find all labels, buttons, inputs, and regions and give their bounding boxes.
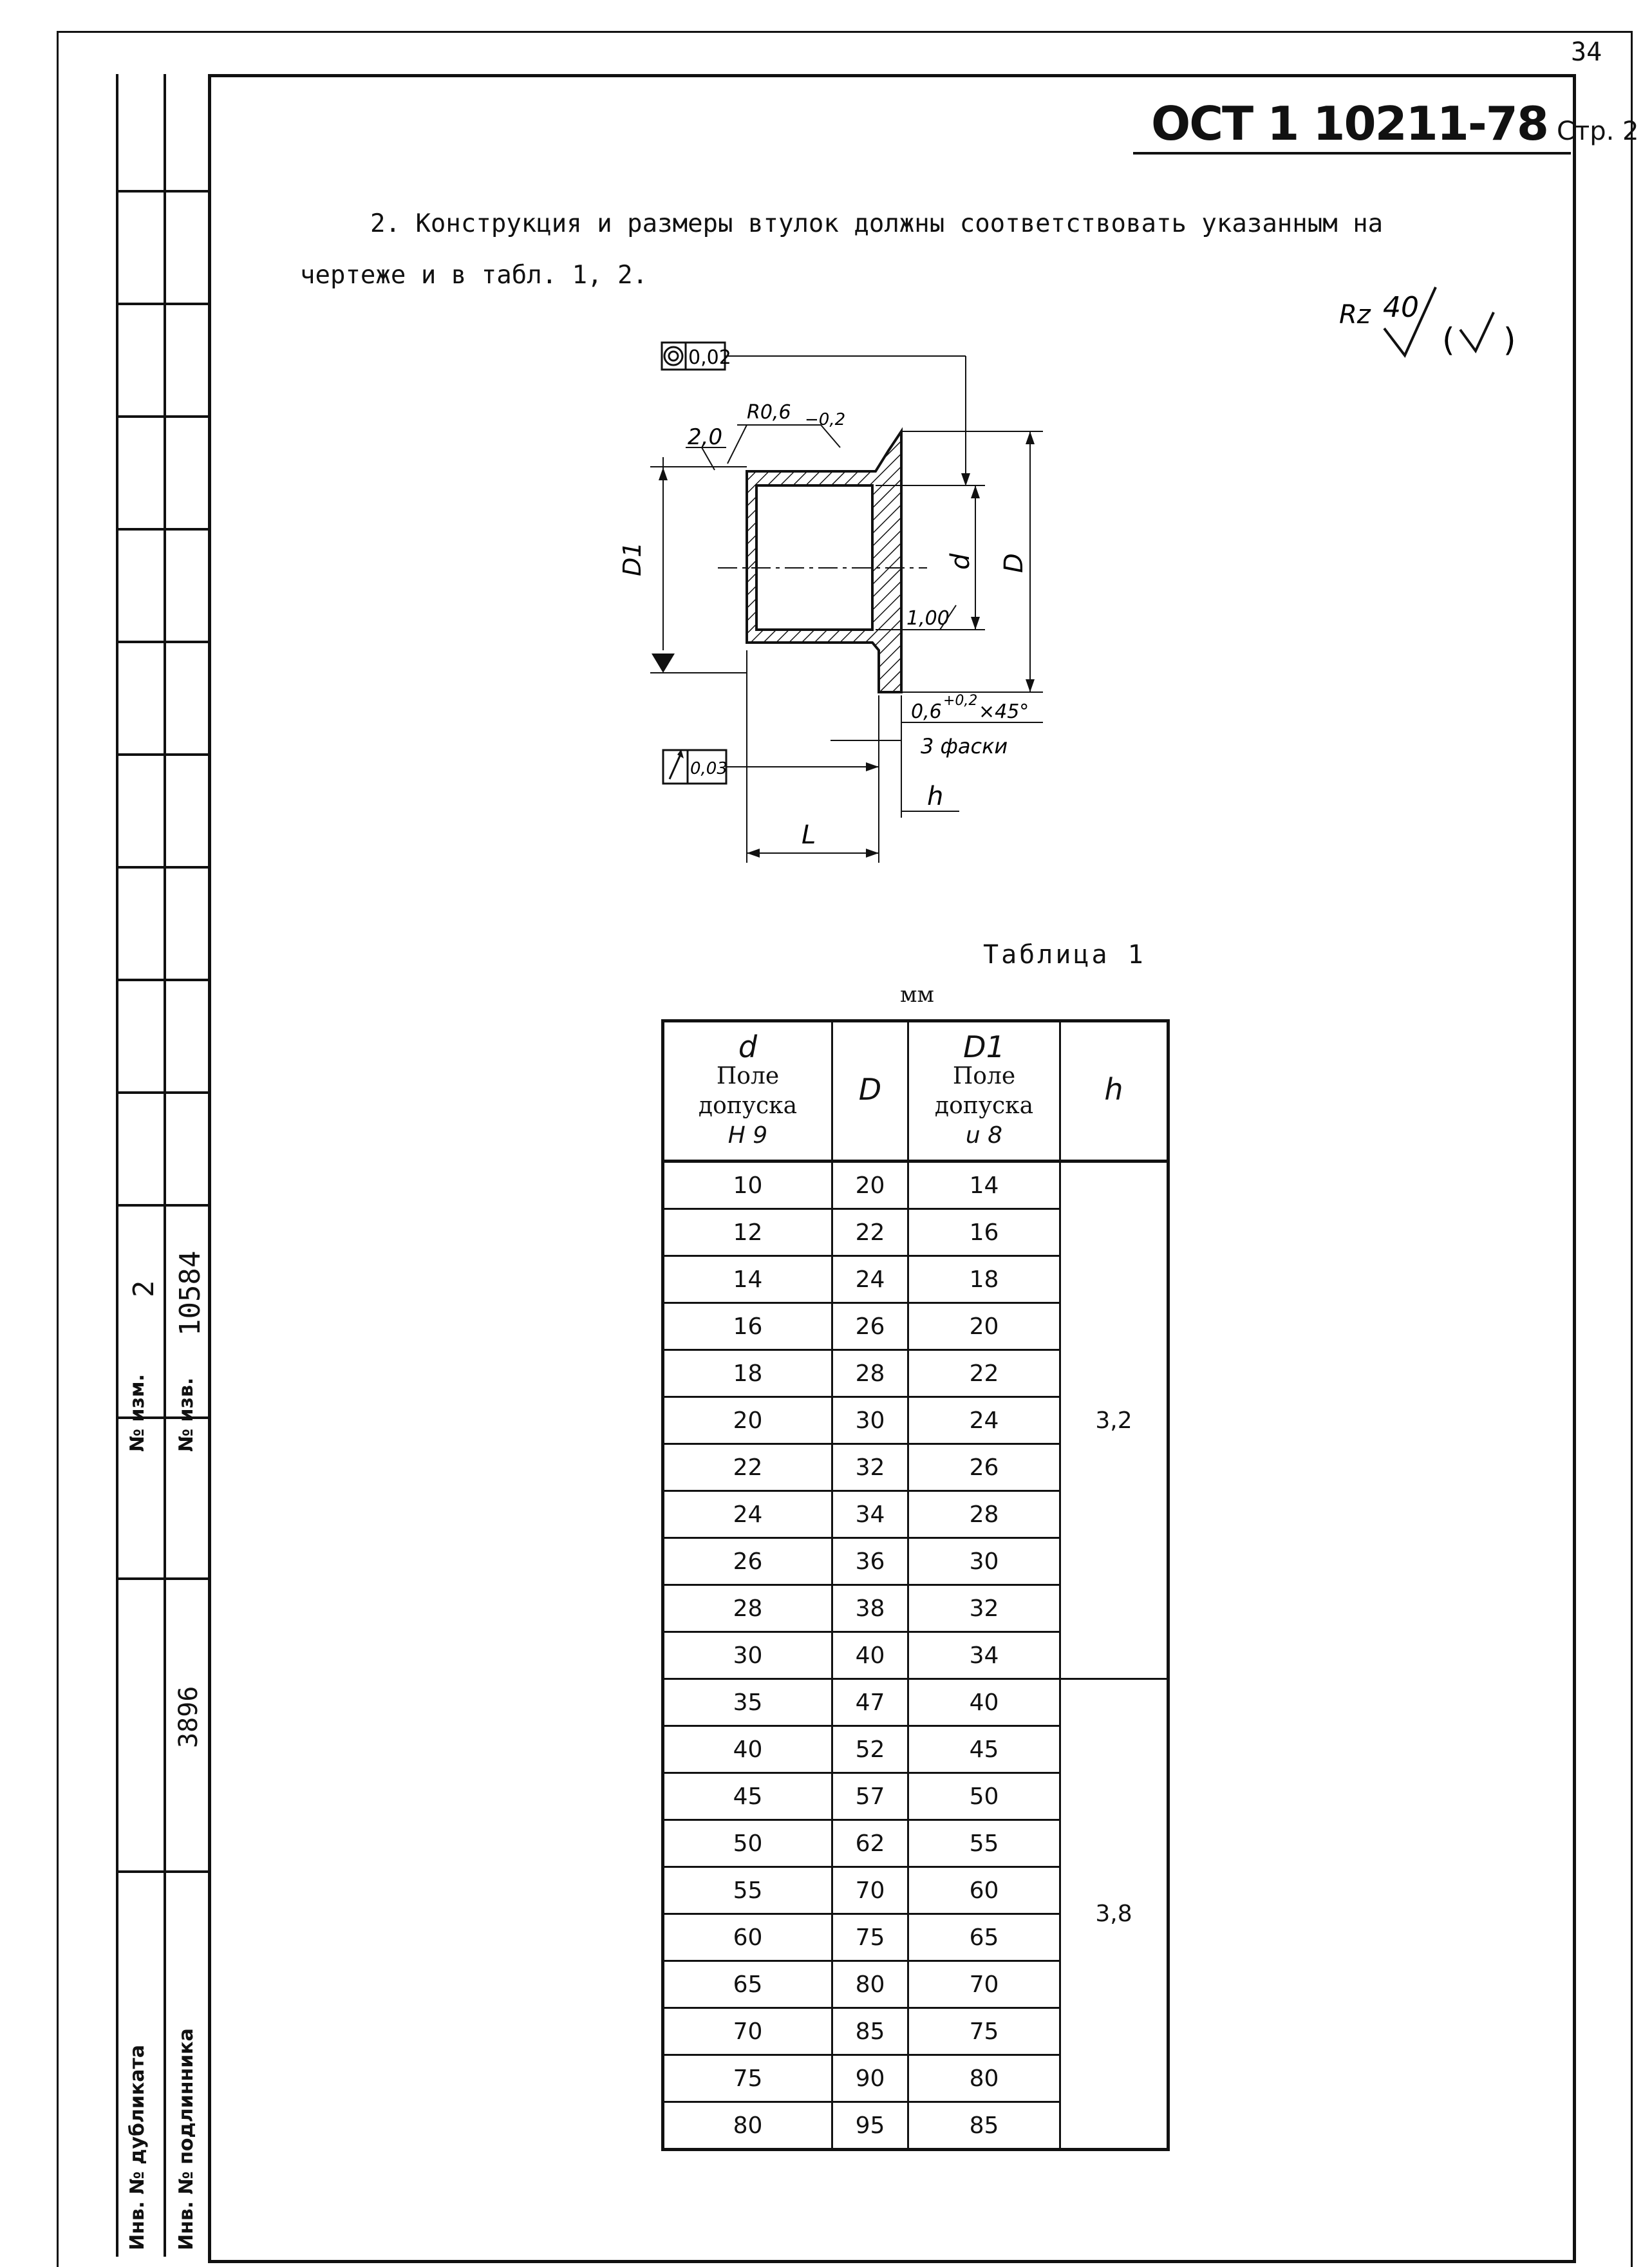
cell-D1: 60 — [908, 1867, 1060, 1914]
dim-D: D — [999, 553, 1029, 573]
cell-D: 80 — [832, 1961, 908, 2008]
table-caption: Таблица 1 — [983, 940, 1146, 970]
header-h-symbol: h — [1104, 1072, 1123, 1107]
cell-d: 14 — [663, 1256, 832, 1303]
cell-D: 24 — [832, 1256, 908, 1303]
side-stamp — [116, 74, 211, 2257]
cell-D1: 50 — [908, 1773, 1060, 1820]
cell-d: 22 — [663, 1444, 832, 1491]
header-D1-line1: Поле — [952, 1062, 1016, 1089]
change-number-label: № изм. — [126, 1374, 149, 1452]
notice-number-value: 10584 — [174, 1250, 207, 1336]
cell-D: 26 — [832, 1303, 908, 1350]
svg-text:): ) — [1503, 321, 1516, 359]
cell-d: 45 — [663, 1773, 832, 1820]
cell-D: 28 — [832, 1350, 908, 1397]
cell-D: 22 — [832, 1209, 908, 1256]
cell-D1: 55 — [908, 1820, 1060, 1867]
cell-d: 24 — [663, 1491, 832, 1538]
runout-arrow-icon — [670, 756, 680, 779]
side-stamp-col-left — [118, 74, 166, 2257]
cell-d: 12 — [663, 1209, 832, 1256]
dim-d: d — [946, 553, 975, 570]
cell-D1: 80 — [908, 2055, 1060, 2102]
table-row — [663, 1162, 1169, 1209]
cell-d: 26 — [663, 1538, 832, 1585]
header-D1 — [908, 1021, 1060, 1162]
stamp-line — [118, 979, 211, 981]
cell-D: 38 — [832, 1585, 908, 1632]
dim-L: L — [802, 820, 816, 850]
original-inventory-value: 3896 — [174, 1686, 203, 1748]
cell-D: 70 — [832, 1867, 908, 1914]
cell-D: 34 — [832, 1491, 908, 1538]
cell-d: 18 — [663, 1350, 832, 1397]
cell-d: 28 — [663, 1585, 832, 1632]
header-D1-line2: допуска — [934, 1092, 1034, 1119]
cell-D: 62 — [832, 1820, 908, 1867]
cell-h: 3,8 — [1060, 1679, 1169, 2150]
header-h — [1060, 1021, 1169, 1162]
cell-D: 40 — [832, 1632, 908, 1679]
cell-D1: 16 — [908, 1209, 1060, 1256]
svg-text:(: ( — [1442, 321, 1455, 359]
cell-D1: 65 — [908, 1914, 1060, 1961]
cell-D: 47 — [832, 1679, 908, 1726]
cell-d: 20 — [663, 1397, 832, 1444]
header-underline — [1133, 152, 1571, 155]
stamp-line — [118, 753, 211, 756]
cell-D1: 85 — [908, 2102, 1060, 2150]
chamfer-tol: +0,2 — [943, 693, 978, 709]
roughness-value: 40 — [1383, 291, 1419, 324]
bushing-drawing — [618, 328, 1082, 876]
duplicate-inventory-label: Инв. № дубликата — [126, 2044, 149, 2250]
concentricity-icon — [664, 347, 682, 365]
change-number-value: 2 — [127, 1280, 160, 1297]
cell-D: 85 — [832, 2008, 908, 2055]
chamfer-main: 0,6 — [911, 701, 942, 723]
cell-D: 57 — [832, 1773, 908, 1820]
notice-number-label: № изв. — [175, 1377, 198, 1452]
cell-D: 52 — [832, 1726, 908, 1773]
cell-D1: 14 — [908, 1162, 1060, 1209]
cell-d: 60 — [663, 1914, 832, 1961]
header-d-line2: допуска — [698, 1092, 798, 1119]
cell-D: 30 — [832, 1397, 908, 1444]
cell-D: 75 — [832, 1914, 908, 1961]
check-mark-icon — [1460, 312, 1494, 351]
dimensions-table — [661, 1019, 1170, 2151]
original-inventory-label: Инв. № подлинника — [175, 2028, 198, 2250]
chamfer-angle: ×45° — [979, 701, 1029, 723]
cell-D1: 24 — [908, 1397, 1060, 1444]
cell-D1: 45 — [908, 1726, 1060, 1773]
header-d — [663, 1021, 832, 1162]
paragraph-line-1: 2. Конструкция и размеры втулок должны соответствовать указанным на — [370, 209, 1384, 238]
stamp-line — [118, 303, 211, 305]
stamp-line — [118, 190, 211, 193]
cell-D: 20 — [832, 1162, 908, 1209]
page-label: Стр. 2 — [1556, 117, 1639, 146]
datum-triangle — [652, 654, 675, 673]
table-unit: мм — [900, 982, 934, 1008]
sheet-number: 34 — [1571, 37, 1602, 67]
cell-D1: 34 — [908, 1632, 1060, 1679]
roughness-symbol — [1320, 283, 1545, 399]
cell-d: 10 — [663, 1162, 832, 1209]
radius-label: R0,6 — [747, 401, 791, 424]
paragraph-line-2: чертеже и в табл. 1, 2. — [300, 261, 648, 290]
cell-D: 32 — [832, 1444, 908, 1491]
cell-D1: 32 — [908, 1585, 1060, 1632]
header-D1-fit: u 8 — [965, 1122, 1003, 1149]
header-D — [832, 1021, 908, 1162]
cell-D: 36 — [832, 1538, 908, 1585]
chamfer-count: 3 фаски — [921, 734, 1008, 758]
cell-d: 40 — [663, 1726, 832, 1773]
stamp-line — [118, 1204, 211, 1207]
cell-h: 3,2 — [1060, 1162, 1169, 1679]
stamp-line — [118, 641, 211, 643]
stamp-line — [118, 1577, 211, 1580]
cell-D1: 18 — [908, 1256, 1060, 1303]
doc-code: ОСТ 1 10211-78 — [1151, 97, 1548, 151]
cell-d: 80 — [663, 2102, 832, 2150]
runout-value: 0,03 — [690, 759, 727, 778]
header-d-symbol: d — [738, 1029, 758, 1064]
cell-D1: 75 — [908, 2008, 1060, 2055]
cell-D: 95 — [832, 2102, 908, 2150]
cell-d: 75 — [663, 2055, 832, 2102]
cell-D1: 26 — [908, 1444, 1060, 1491]
stamp-line — [118, 1091, 211, 1094]
header-D1-symbol: D1 — [963, 1029, 1005, 1064]
stamp-line — [118, 866, 211, 869]
chamfer-left-label: 2,0 — [688, 424, 723, 450]
wall-label: 1,00 — [906, 607, 950, 630]
cell-d: 30 — [663, 1632, 832, 1679]
cell-d: 55 — [663, 1867, 832, 1914]
table-row — [663, 1679, 1169, 1726]
cell-d: 70 — [663, 2008, 832, 2055]
cell-D1: 20 — [908, 1303, 1060, 1350]
cell-D1: 70 — [908, 1961, 1060, 2008]
cell-D1: 40 — [908, 1679, 1060, 1726]
roughness-prefix: Rz — [1339, 300, 1371, 330]
cell-d: 50 — [663, 1820, 832, 1867]
header-d-fit: H 9 — [727, 1122, 768, 1149]
header-d-line1: Поле — [716, 1062, 780, 1089]
stamp-line — [118, 528, 211, 531]
doc-header — [1151, 97, 1638, 151]
stamp-line — [118, 1870, 211, 1873]
radius-tol: −0,2 — [805, 410, 846, 429]
cell-d: 65 — [663, 1961, 832, 2008]
table-header-row — [663, 1021, 1169, 1162]
stamp-line — [118, 415, 211, 418]
dim-h: h — [927, 782, 944, 811]
cell-D1: 22 — [908, 1350, 1060, 1397]
cell-D: 90 — [832, 2055, 908, 2102]
cell-D1: 28 — [908, 1491, 1060, 1538]
cell-d: 16 — [663, 1303, 832, 1350]
cell-D1: 30 — [908, 1538, 1060, 1585]
dim-d1: D1 — [618, 541, 646, 576]
header-D-symbol: D — [858, 1072, 882, 1107]
concentricity-value: 0,02 — [688, 346, 731, 369]
cell-d: 35 — [663, 1679, 832, 1726]
